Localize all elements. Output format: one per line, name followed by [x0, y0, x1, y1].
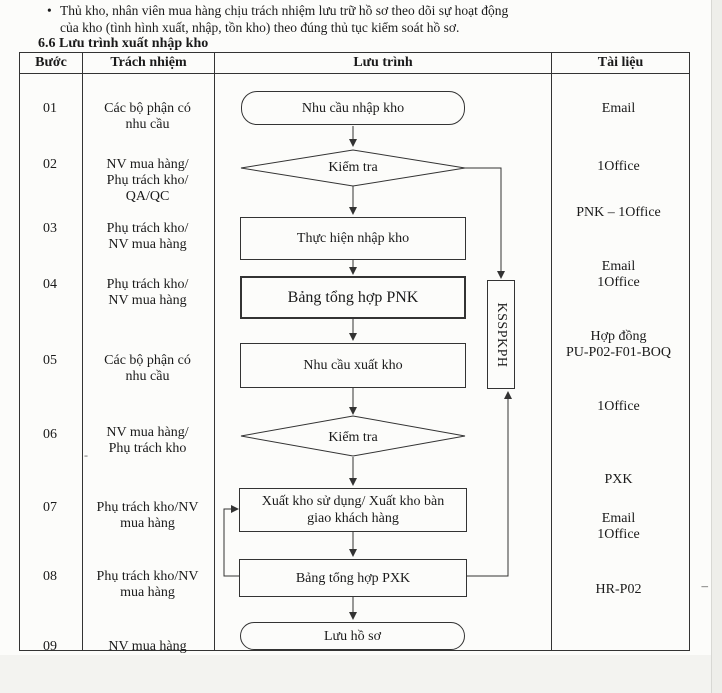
responsibility-line: QA/QC — [125, 189, 170, 204]
responsibility-line: nhu cầu — [125, 117, 170, 132]
responsibility-line: Các bộ phận có — [104, 101, 191, 116]
flow-check-2-label: Kiểm tra — [328, 430, 378, 445]
step-number: 03 — [43, 221, 57, 236]
responsibility-line: NV mua hàng/ — [106, 157, 189, 172]
step-number: 06 — [43, 427, 57, 442]
flow-check-1-label: Kiểm tra — [328, 160, 378, 175]
document-line: 1Office — [597, 275, 640, 290]
step-number: 09 — [43, 639, 57, 654]
step-number: 01 — [43, 101, 57, 116]
responsibility-line: NV mua hàng — [108, 639, 187, 654]
arrow-pxk-to-side — [466, 392, 508, 576]
flow-perform-import: Thực hiện nhập kho — [240, 217, 466, 260]
responsibility-line: Các bộ phận có — [104, 353, 191, 368]
header-process: Lưu trình — [215, 53, 552, 74]
bullet-icon: • — [47, 3, 52, 18]
step-number: 07 — [43, 500, 57, 515]
responsibility-line: Phụ trách kho/ — [106, 277, 189, 292]
document-cell: PNK – 1Office — [576, 205, 661, 220]
responsibility-line: Phụ trách kho/ — [106, 173, 189, 188]
arrow-pxk-loop — [224, 509, 239, 576]
document-line: Hợp đồng — [590, 329, 647, 344]
responsibility-line: nhu cầu — [125, 369, 170, 384]
responsibility-line: mua hàng — [120, 585, 175, 600]
flow-export-request: Nhu cầu xuất kho — [240, 343, 466, 388]
responsibility-line: Phụ trách kho — [108, 441, 187, 456]
responsibility-line: Phụ trách kho/NV — [96, 500, 199, 515]
flow-end-store-records: Lưu hồ sơ — [240, 622, 465, 650]
document-line: 1Office — [597, 527, 640, 542]
step-number: 02 — [43, 157, 57, 172]
margin-mark: - — [84, 448, 88, 462]
flow-export-issue — [239, 488, 467, 532]
flow-export-issue-line: Xuất kho sử dụng/ Xuất kho bàn — [261, 494, 445, 509]
section-title: 6.6 Lưu trình xuất nhập kho — [38, 36, 209, 51]
flow-start-import-request: Nhu cầu nhập kho — [241, 91, 465, 125]
document-cell: HR-P02 — [595, 582, 642, 597]
header-step: Bước — [20, 53, 83, 74]
header-documents: Tài liệu — [552, 53, 690, 74]
responsibility-line: NV mua hàng/ — [106, 425, 189, 440]
step-number: 05 — [43, 353, 57, 368]
document-cell: 1Office — [597, 159, 640, 174]
flow-export-issue-line: giao khách hàng — [307, 511, 399, 526]
responsibility-line: Phụ trách kho/NV — [96, 569, 199, 584]
step-number: 08 — [43, 569, 57, 584]
document-cell: 1Office — [597, 399, 640, 414]
document-cell: Email — [601, 101, 636, 116]
responsibility-line: NV mua hàng — [108, 237, 187, 252]
intro-line-2: của kho (tình hình xuất, nhập, tồn kho) theo đúng thủ tục kiểm soát hồ sơ. — [60, 20, 460, 35]
responsibility-line: Phụ trách kho/ — [106, 221, 189, 236]
flow-side-box — [487, 280, 515, 389]
flow-side-label: KSSPKPH — [494, 302, 509, 367]
document-cell: PXK — [604, 472, 633, 487]
intro-line-1: Thủ kho, nhân viên mua hàng chịu trách nhiệm lưu trữ hồ sơ theo dõi sự hoạt động — [60, 3, 509, 18]
document-line: Email — [601, 259, 636, 274]
arrow-check-to-side — [465, 168, 501, 278]
document-line: PU-P02-F01-BOQ — [565, 345, 671, 360]
header-responsibility: Trách nhiệm — [83, 53, 215, 74]
step-number: 04 — [43, 277, 57, 292]
responsibility-line: NV mua hàng — [108, 293, 187, 308]
document-line: Email — [601, 511, 636, 526]
footer-mark: – — [701, 578, 708, 593]
flow-pnk-summary: Bảng tổng hợp PNK — [240, 276, 466, 319]
responsibility-line: mua hàng — [120, 516, 175, 531]
flow-pxk-summary: Bảng tổng hợp PXK — [239, 559, 467, 597]
